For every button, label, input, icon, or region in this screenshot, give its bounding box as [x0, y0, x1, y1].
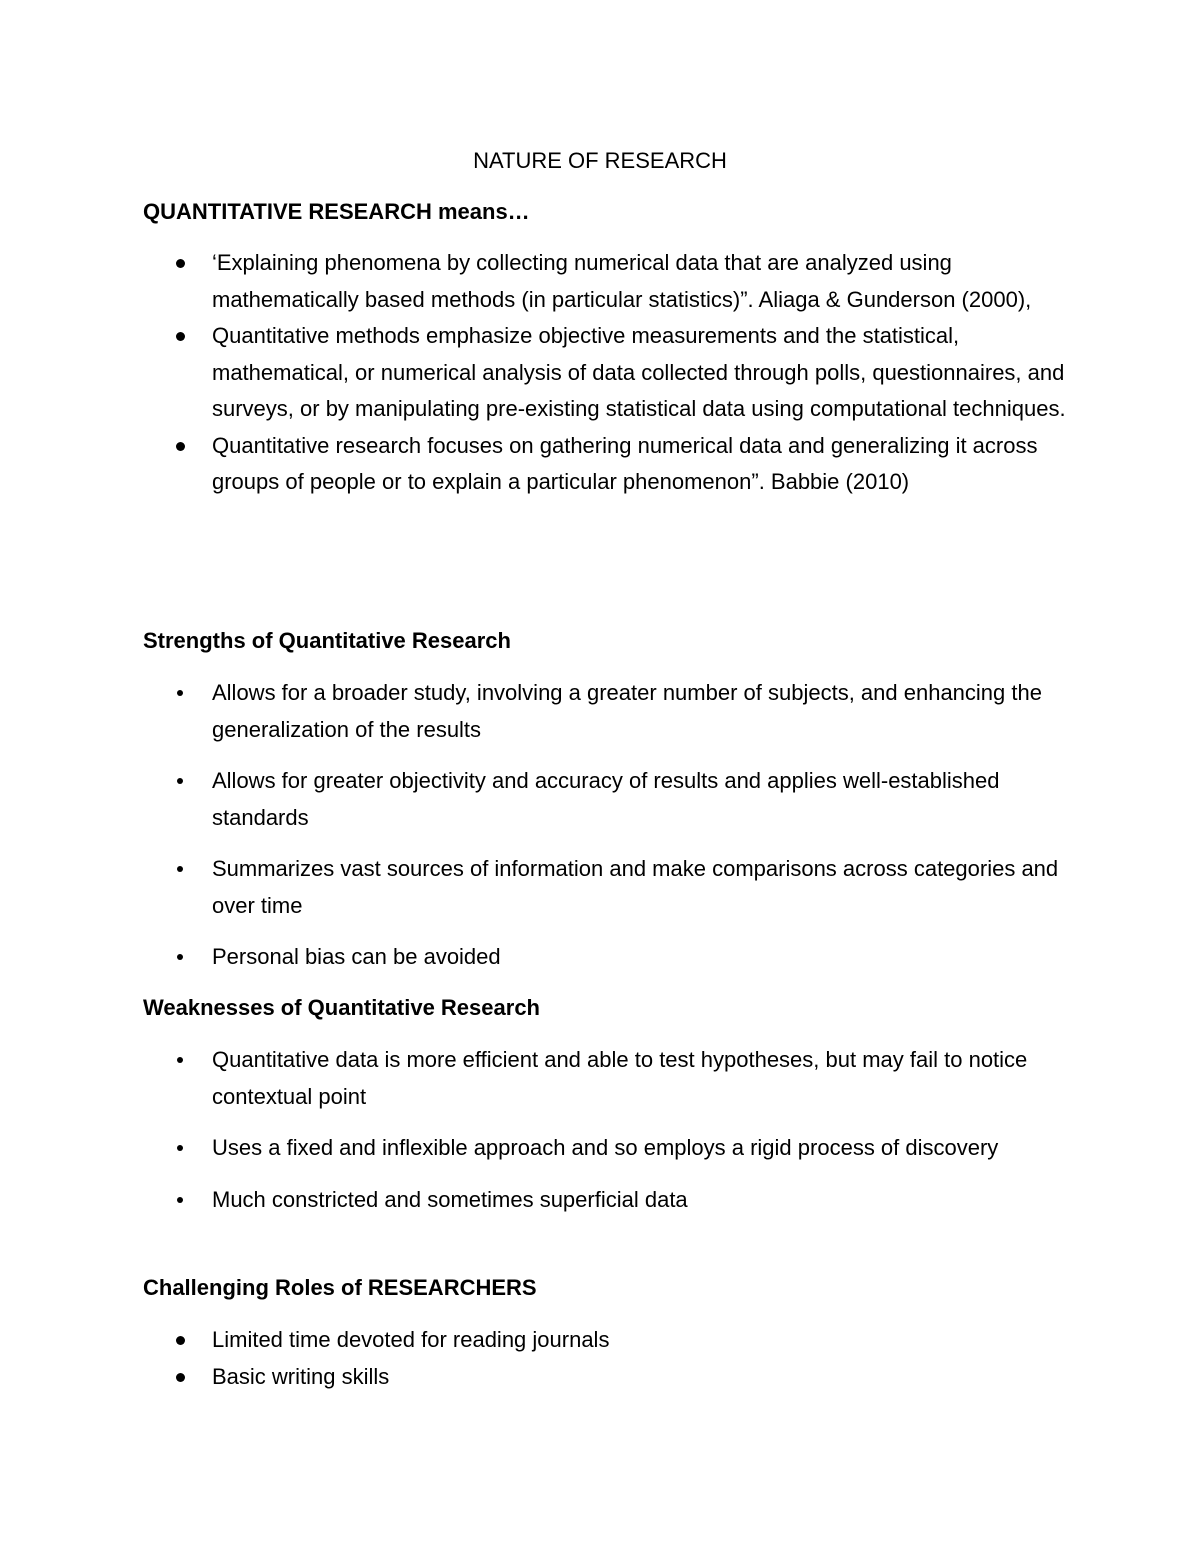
list-item-text: ‘Explaining phenomena by collecting numerical data that are analyzed using mathematically based methods (in particular statistics)”. Aliaga & Gunderson (2000),: [212, 250, 1032, 312]
list-item: [212, 245, 1082, 318]
list-item: [212, 318, 1082, 428]
list-item-text: Basic writing skills: [212, 1363, 390, 1389]
quantitative-definition-list: [212, 245, 1082, 501]
section-heading-strengths: Strengths of Quantitative Research: [143, 628, 511, 653]
list-item-text: Limited time devoted for reading journals: [212, 1327, 610, 1352]
list-item: [212, 851, 1082, 924]
list-item: [212, 675, 1082, 748]
list-item-text: Quantitative data is more efficient and able to test hypotheses, but may fail to notice contextual point: [212, 1047, 1028, 1109]
page-title: NATURE OF RESEARCH: [473, 148, 727, 173]
list-item-text: Personal bias can be avoided: [212, 944, 501, 969]
section-heading-quantitative-research: QUANTITATIVE RESEARCH means…: [143, 199, 530, 224]
section-heading-challenging-roles: Challenging Roles of RESEARCHERS: [143, 1275, 537, 1300]
list-item: [212, 1359, 1082, 1396]
list-item-text: Quantitative methods emphasize objective measurements and the statistical, mathematical, or numerical analysis of data collected through polls, questionnaires, and surveys, or by manipulating pre-existing statistical data using computational techniques.: [212, 323, 1066, 421]
list-item: [212, 428, 1082, 501]
strengths-list: [212, 675, 1082, 991]
list-item: [212, 763, 1082, 836]
challenging-roles-list: [212, 1322, 1082, 1395]
list-item-text: Allows for a broader study, involving a greater number of subjects, and enhancing the generalization of the results: [212, 680, 1042, 742]
list-item: [212, 1130, 1082, 1167]
list-item-text: Allows for greater objectivity and accuracy of results and applies well-established standards: [212, 768, 1000, 830]
section-heading-weaknesses: Weaknesses of Quantitative Research: [143, 995, 540, 1020]
list-item: [212, 1182, 1082, 1219]
weaknesses-list: [212, 1042, 1082, 1233]
list-item-text: Quantitative research focuses on gathering numerical data and generalizing it across groups of people or to explain a particular phenomenon”. Babbie (2010): [212, 432, 1038, 494]
list-item-text: Uses a fixed and inflexible approach and so employs a rigid process of discovery: [212, 1135, 999, 1160]
list-item: [212, 1322, 1082, 1359]
list-item: [212, 1042, 1082, 1115]
list-item: [212, 939, 1082, 976]
list-item-text: Summarizes vast sources of information and make comparisons across categories and over time: [212, 856, 1059, 918]
list-item-text: Much constricted and sometimes superficial data: [212, 1186, 688, 1212]
